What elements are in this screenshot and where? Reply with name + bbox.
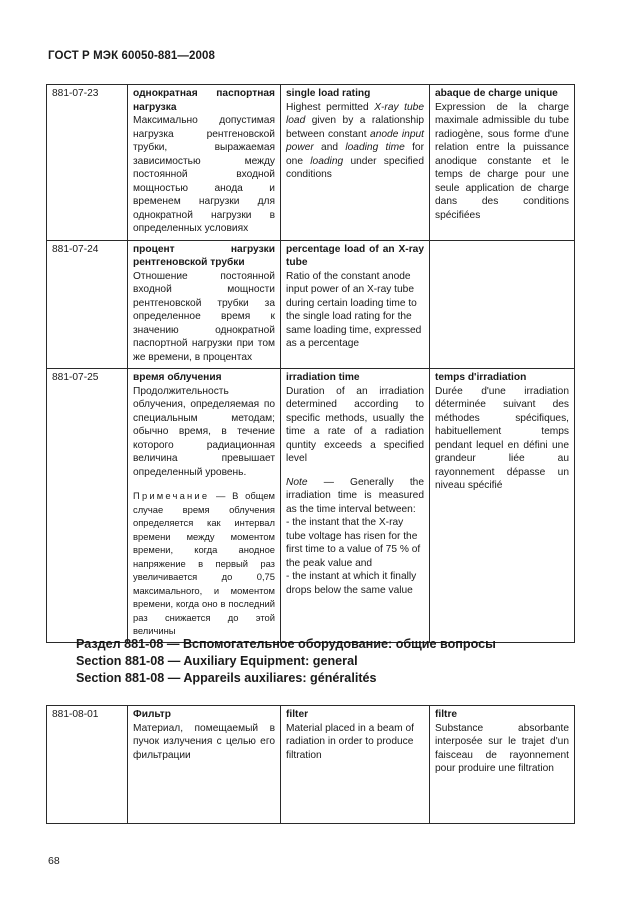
section-titles <box>76 636 496 687</box>
definition-en: Ratio of the constant anode input power of an X-ray tube during certain loading time to the single load rating for the same loading time, expressed as a percentage <box>286 270 422 349</box>
term-fr: filtre <box>435 709 458 720</box>
term-ru: однократная паспортная нагрузка <box>133 88 275 113</box>
note-ru: Примечание — В общем случае время облучения определяется как интервал времени между моментом времени, когда анодное напряжение в первый раз увеличивается до 0,75 максимального, и моментом времени, когда оно в последний раз снижается до этой величины <box>133 490 275 636</box>
term-fr: temps d'irradiation <box>435 372 527 383</box>
term-fr: abaque de charge unique <box>435 88 558 99</box>
term-cell-en <box>281 240 430 369</box>
term-cell-fr <box>430 369 575 643</box>
term-cell-en <box>281 85 430 241</box>
document-header: ГОСТ Р МЭК 60050-881—2008 <box>48 50 215 62</box>
term-cell-en <box>281 706 430 824</box>
term-en: filter <box>286 709 309 720</box>
note-item: - the instant at which it finally drops below the same value <box>286 571 417 596</box>
page-number: 68 <box>48 855 60 867</box>
term-ru: Фильтр <box>133 709 172 720</box>
term-cell-ru <box>128 85 281 241</box>
term-number: 881-07-24 <box>47 240 128 369</box>
term-number: 881-07-25 <box>47 369 128 643</box>
term-number: 881-07-23 <box>47 85 128 241</box>
term-cell-fr <box>430 85 575 241</box>
term-cell-fr <box>430 240 575 369</box>
term-number: 881-08-01 <box>47 706 128 824</box>
term-en: single load rating <box>286 88 371 99</box>
term-en: percentage load of an X-ray tube <box>286 243 424 268</box>
definition-ru: Материал, помещаемый в пучок излучения с целью его фильтрации <box>133 722 275 761</box>
terms-table-2 <box>46 705 575 824</box>
term-ru: время облучения <box>133 372 222 383</box>
table-row <box>47 240 575 369</box>
term-en: irradiation time <box>286 372 360 383</box>
table-row <box>47 706 575 824</box>
terms-table <box>46 84 575 643</box>
definition-en: Highest permitted X-ray tube load given by a ralationship between constant anode input power and loading time for one loading under specified conditions <box>286 101 425 180</box>
definition-ru: Отношение постоянной входной мощности рентгеновской трубки за определенное время к значению однократной паспортной нагрузки при том же времени, в процентах <box>133 270 275 363</box>
note-en: Note — Generally the irradiation time is measured as the time interval between: - the instant that the X-ray tube voltage has risen for the first time to a value of 75 % of the peak value and - the instant at which it finally drops below the same value <box>286 476 424 596</box>
definition-fr: Expression de la charge maximale admissible du tube radiogène, sous forme d'une relation entre la puissance anodique constante et le temps de charge pour une seule application de charge dans des conditions spécifiées <box>435 101 569 221</box>
definition-en: Duration of an irradiation determined according to specific methods, usually the time a rate of a radiation quntity exceeds a specified level <box>286 385 424 464</box>
term-cell-en <box>281 369 430 643</box>
definition-en: Material placed in a beam of radiation in order to produce filtration <box>286 722 414 761</box>
table-row <box>47 369 575 643</box>
section-title-fr: Section 881-08 — Appareils auxiliares: généralités <box>76 671 377 685</box>
definition-fr: Durée d'une irradiation déterminée suivant des méthodes spécifiques, habituellement temps pendant lequel en défini une grandeur liée au rayonnement dépasse un niveau spécifié <box>435 385 569 491</box>
term-cell-ru <box>128 369 281 643</box>
table-row <box>47 85 575 241</box>
term-cell-fr <box>430 706 575 824</box>
definition-ru: Продолжительность облучения, определяемая по специальным методам; обычно время, в течение которого радиационная величина превышает определенный уровень. <box>133 385 275 478</box>
section-title-ru: Раздел 881-08 — Вспомогательное оборудование: общие вопросы <box>76 637 496 651</box>
section-title-en: Section 881-08 — Auxiliary Equipment: general <box>76 654 358 668</box>
definition-fr: Substance absorbante interposée sur le trajet d'un faisceau de rayonnement pour produire une filtration <box>435 722 569 774</box>
note-item: - the instant that the X-ray tube voltage has risen for the first time to a value of 75 % of the peak value and <box>286 517 421 569</box>
definition-ru: Максимально допустимая нагрузка рентгеновской трубки, выражаемая зависимостью между постоянной входной мощностью анода и временем нагрузки для однократной нагрузки в определенных условиях <box>133 115 275 234</box>
term-cell-ru <box>128 240 281 369</box>
term-cell-ru <box>128 706 281 824</box>
term-ru: процент нагрузки рентгеновской трубки <box>133 243 275 268</box>
